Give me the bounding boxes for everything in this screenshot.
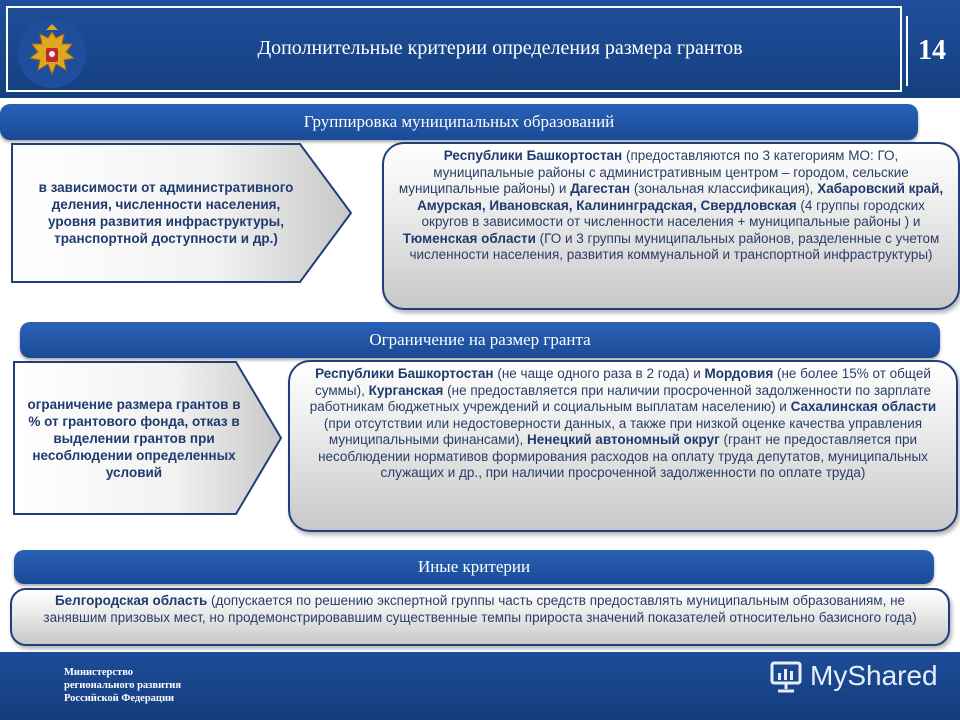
page-number: 14 [906,16,956,86]
section-heading-limit: Ограничение на размер гранта [20,322,940,358]
detail-text: (грант не предоставляется при несоблюдении нормативов формирования расходов на оплату труда депутатов, муниципальных служащих и др., при наличии просроченной задолженности по оплате труда) [318,432,928,480]
arrow-text-grouping: в зависимости от административного деления, численности населения, уровня развития инфраструктуры, транспортной доступности и др.) [38,180,294,246]
page-title: Дополнительные критерии определения размера грантов [257,36,743,59]
ministry-line: регионального развития [64,680,182,691]
criteria-arrow-limit [12,360,284,516]
details-limit [288,360,958,532]
arrow-text-limit: ограничение размера грантов в % от грантового фонда, отказ в выделении грантов при несоблюдении определенных условий [27,396,241,480]
coat-of-arms-icon [16,18,88,90]
region-name: Курганская [368,382,444,398]
detail-text: (зональная классификация), [630,181,818,196]
region-name: Белгородская область [54,593,208,608]
region-name: Ненецкий автономный округ [526,432,720,447]
detail-text: (не более 15% от общей суммы), [315,366,931,398]
region-name: Сахалинская области [790,399,937,414]
detail-text: (не предоставляется при наличии просроченной задолженности по зарплате работникам бюджетных учреждений и социальным выплатам населению) и [309,382,931,414]
watermark-text: MyShared [810,660,938,691]
region-name: Дагестан [570,181,631,196]
details-grouping [382,142,960,310]
detail-text: (допускается по решению экспертной группы часть средств предоставлять муниципальным образованиям, не занявшим призовых мест, но продемонстрировавшим существенные темпы прироста значений показателей относительно базисного года) [43,593,917,625]
presentation-board-icon [768,659,804,693]
section-heading-other: Иные критерии [14,550,934,584]
detail-text: (при отсутствии или недостоверности данных, а также при низкой оценке качества управления муниципальными финансами), [323,415,923,447]
details-other [10,588,950,646]
ministry-name [64,666,284,705]
detail-text: (предоставляются по 3 категориям МО: ГО, муниципальные районы с административным центром – городом, сельские муниципальные районы) и [398,148,909,196]
ministry-line: Российской Федерации [64,693,175,704]
region-name: Мордовия [704,366,774,381]
section-heading-grouping: Группировка муниципальных образований [0,104,918,140]
details-text-other [43,593,916,625]
criteria-arrow-grouping [10,142,354,284]
detail-text: (ГО и 3 группы муниципальных районов, разделенные с учетом численности населения, развития коммунальной и транспортной инфраструктуры) [409,230,940,262]
ministry-line: Министерство [64,667,134,678]
region-name: Тюменская области [402,230,536,246]
region-name: Республики Башкортостан [443,148,623,163]
region-name: Хабаровский край, Амурская, Ивановская, Калининградская, Свердловская [417,181,944,213]
detail-text: (4 группы городских округов в зависимости от численности населения + муниципальные районы ) и [421,197,925,229]
details-text-grouping [399,148,943,262]
detail-text: (не чаще одного раза в 2 года) и [493,366,705,381]
region-name: Республики Башкортостан [315,366,494,381]
details-text-limit [310,366,936,480]
watermark [768,656,948,696]
